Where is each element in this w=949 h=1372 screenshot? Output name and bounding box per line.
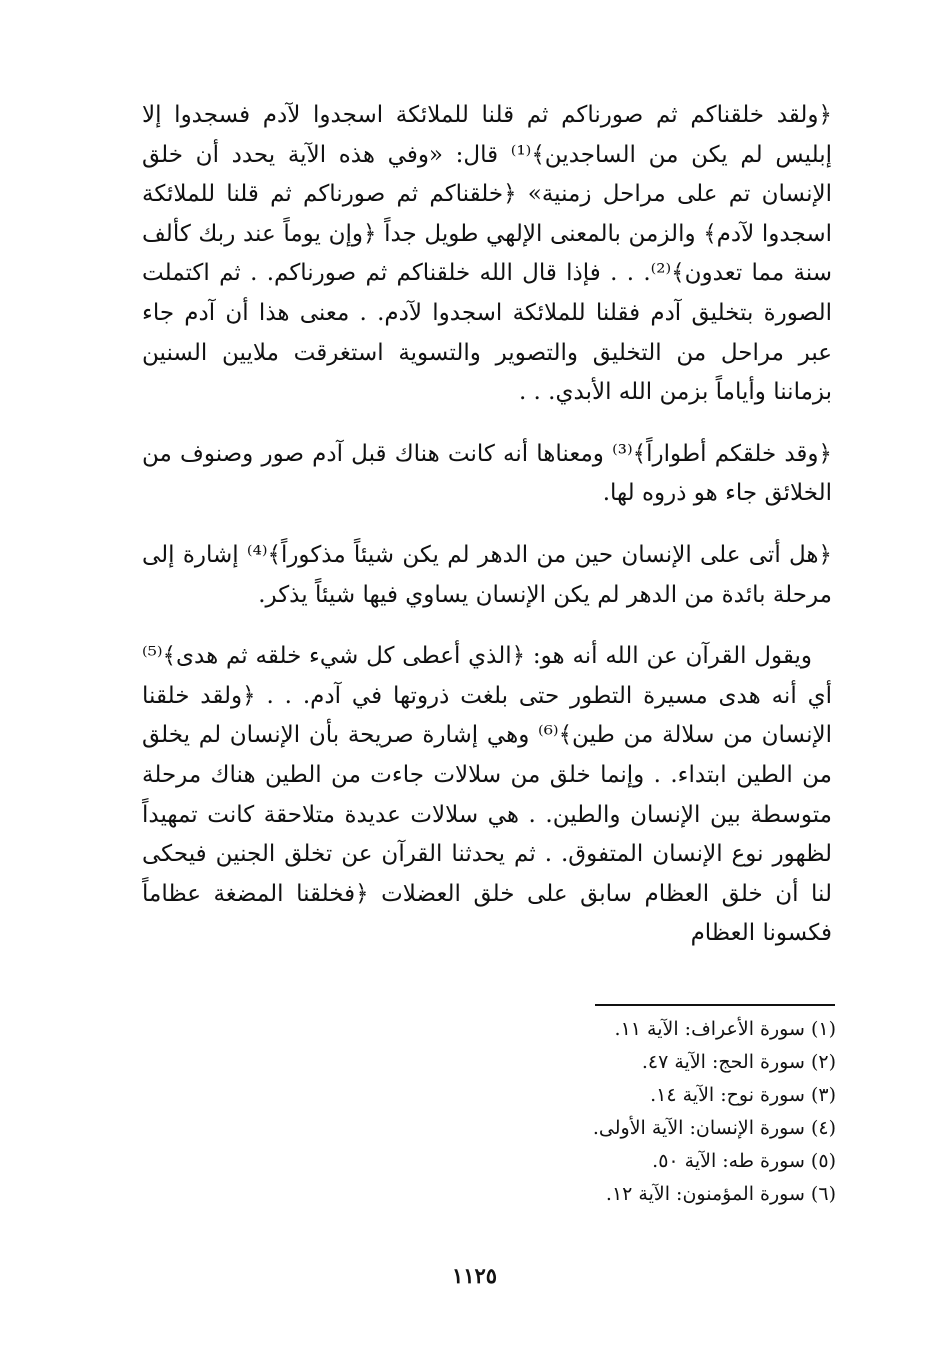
footnote-4: (٤) سورة الإنسان: الآية الأولى. bbox=[592, 1117, 836, 1139]
footnote-1: (١) سورة الأعراف: الآية ١١. bbox=[614, 1018, 836, 1040]
footnote-3: (٣) سورة نوح: الآية ١٤. bbox=[650, 1084, 836, 1106]
footnote-5: (٥) سورة طه: الآية ٥٠. bbox=[652, 1150, 836, 1172]
footnote-2: (٢) سورة الحج: الآية ٤٧. bbox=[641, 1051, 836, 1073]
footnote-6: (٦) سورة المؤمنون: الآية ١٢. bbox=[605, 1183, 836, 1205]
footnotes bbox=[336, 1013, 836, 1211]
paragraph-1: ﴿ولقد خلقناكم ثم صورناكم ثم قلنا للملائكة اسجدوا لآدم فسجدوا إلا إبليس لم يكن من الساجدين﴾⁽¹⁾ قال: «وفي هذه الآية يحدد أن خلق الإنسان تم على مراحل زمنية» ﴿خلقناكم ثم صورناكم ثم قلنا للملائكة اسجدوا لآدم﴾ والزمن بالمعنى الإلهي طويل جداً ﴿وإن يوماً عند ربك كألف سنة مما تعدون﴾⁽²⁾. . . فإذا قال الله خلقناكم ثم صورناكم. . ثم اكتملت الصورة بتخليق آدم فقلنا للملائكة اسجدوا لآدم. . معنى هذا أن آدم جاء عبر مراحل من التخليق والتصوير والتسوية استغرقت ملايين السنين بزماننا وأياماً بزمن الله الأبدي. . . bbox=[142, 102, 832, 406]
paragraph-4: ويقول القرآن عن الله أنه هو: ﴿الذي أعطى كل شيء خلقه ثم هدى﴾⁽⁵⁾ أي أنه هدى مسيرة التطور حتى بلغت ذروتها في آدم. . . ﴿ولقد خلقنا الإنسان من سلالة من طين﴾⁽⁶⁾ وهي إشارة صريحة بأن الإنسان لم يخلق من الطين ابتداء. . وإنما خلق من سلالات جاءت من الطين هناك مرحلة متوسطة بين الإنسان والطين. . هي سلالات عديدة متلاحقة كانت تمهيداً لظهور نوع الإنسان المتفوق. . ثم يحدثنا القرآن عن تخلق الجنين فيحكى لنا أن خلق العظام سابق على خلق العضلات ﴿فخلقنا المضغة عظاماً فكسونا العظام bbox=[142, 643, 832, 947]
footnote-divider bbox=[595, 1004, 835, 1006]
paragraph-2: ﴿وقد خلقكم أطواراً﴾⁽³⁾ ومعناها أنه كانت هناك قبل آدم صور وصنوف من الخلائق جاء هو ذروه لها. bbox=[142, 440, 832, 507]
page-number: ١١٢٥ bbox=[451, 1263, 498, 1288]
paragraph-3: ﴿هل أتى على الإنسان حين من الدهر لم يكن شيئاً مذكوراً﴾⁽⁴⁾ إشارة إلى مرحلة بائدة من الدهر لم يكن الإنسان يساوي فيها شيئاً يذكر. bbox=[142, 541, 832, 608]
body-text bbox=[142, 96, 832, 976]
